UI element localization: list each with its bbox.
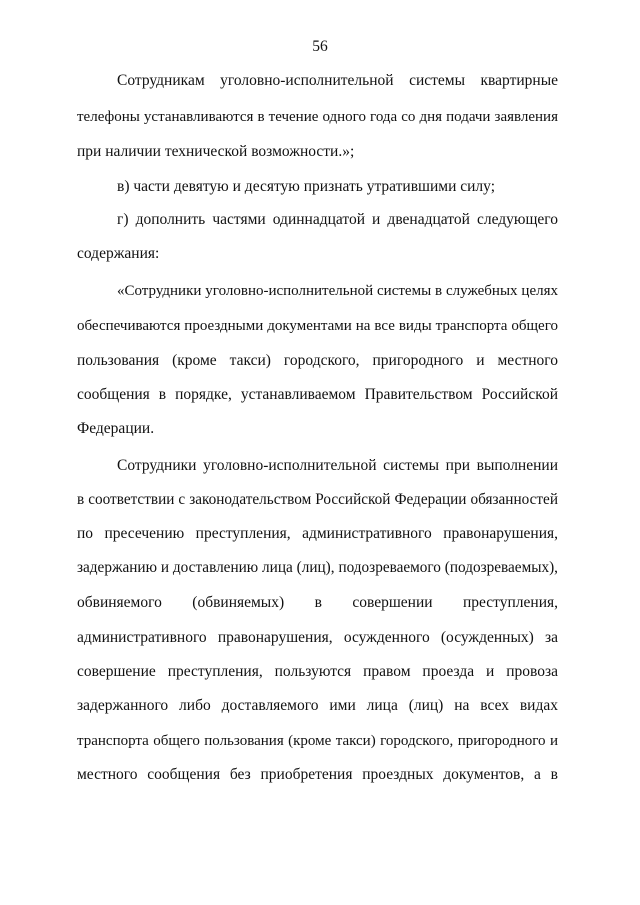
text-line: Сотрудникам уголовно-исполнительной системы квартирные bbox=[117, 72, 558, 89]
text-line: административного правонарушения, осужденного (осужденных) за bbox=[77, 629, 558, 646]
text-line: Федерации. bbox=[77, 420, 155, 437]
text-line: обеспечиваются проездными документами на все виды транспорта общего bbox=[77, 318, 558, 334]
text-line: транспорта общего пользования (кроме такси) городского, пригородного и bbox=[77, 733, 558, 749]
text-line: сообщения в порядке, устанавливаемом Правительством Российской bbox=[77, 386, 558, 403]
text-line: по пресечению преступления, административного правонарушения, bbox=[77, 525, 558, 542]
text-line: в соответствии с законодательством Российской Федерации обязанностей bbox=[77, 491, 558, 508]
text-line: совершение преступления, пользуются правом проезда и провоза bbox=[77, 663, 558, 680]
text-line: Сотрудники уголовно-исполнительной системы при выполнении bbox=[117, 457, 558, 474]
text-line: местного сообщения без приобретения проездных документов, а в bbox=[77, 766, 558, 783]
text-line: пользования (кроме такси) городского, пригородного и местного bbox=[77, 352, 558, 369]
text-line: задержанного либо доставляемого ими лица (лиц) на всех видах bbox=[77, 697, 558, 714]
text-line: телефоны устанавливаются в течение одного года со дня подачи заявления bbox=[77, 109, 558, 125]
text-line: обвиняемого (обвиняемых) в совершении преступления, bbox=[77, 594, 558, 611]
text-line: при наличии технической возможности.»; bbox=[77, 143, 355, 160]
page-number: 56 bbox=[312, 38, 328, 55]
text-line: «Сотрудники уголовно-исполнительной системы в служебных целях bbox=[117, 283, 558, 299]
text-line: г) дополнить частями одиннадцатой и двенадцатой следующего bbox=[117, 211, 558, 228]
text-line: содержания: bbox=[77, 245, 160, 262]
text-line: в) части девятую и десятую признать утратившими силу; bbox=[117, 178, 495, 195]
text-line: задержанию и доставлению лица (лиц), подозреваемого (подозреваемых), bbox=[77, 559, 558, 576]
